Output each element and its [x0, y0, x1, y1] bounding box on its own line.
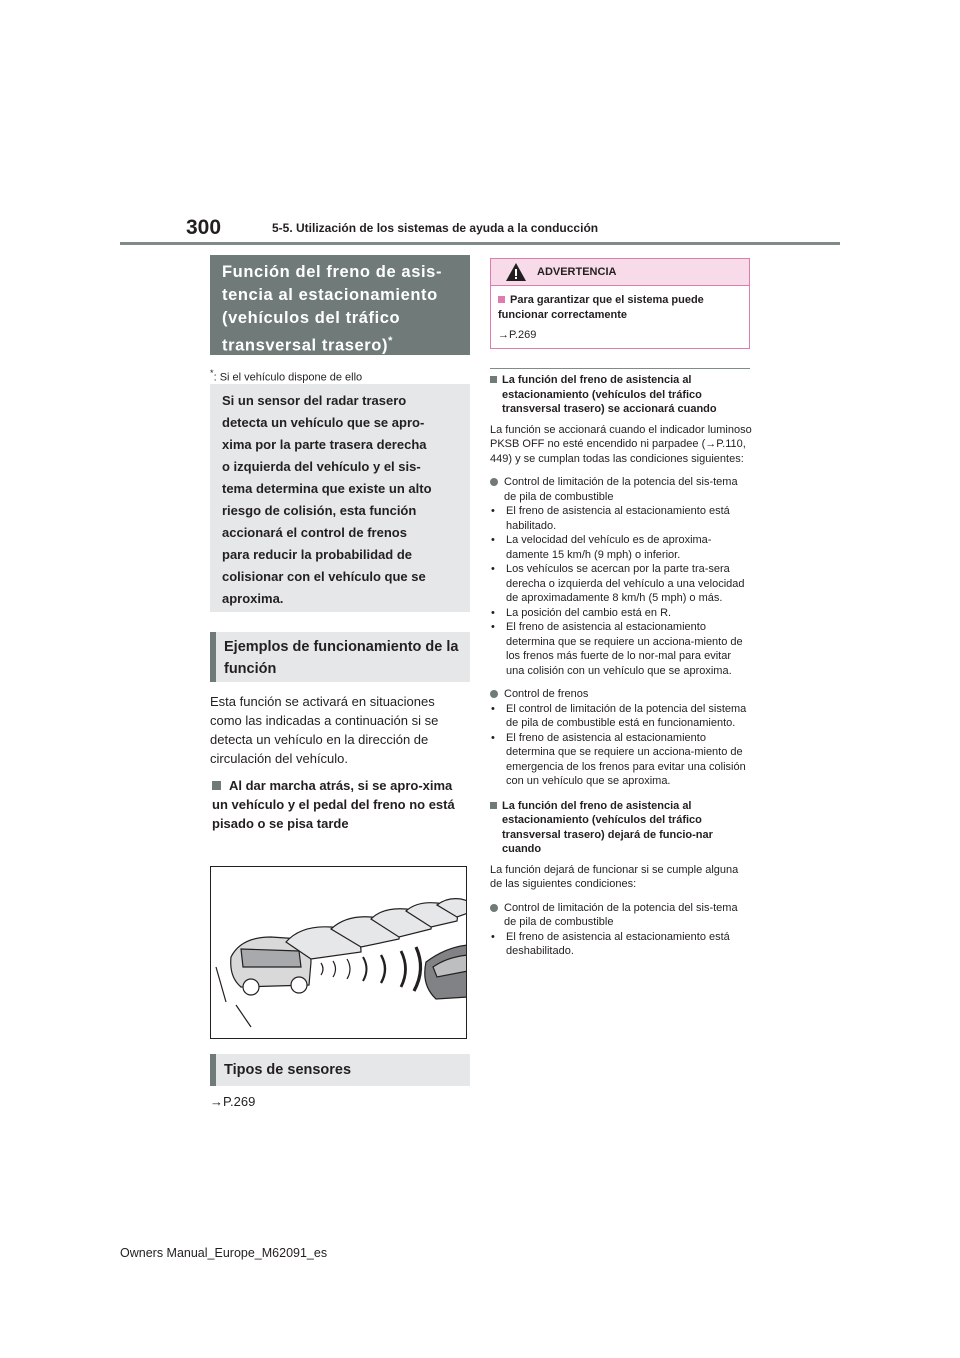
- warning-item: [498, 293, 744, 323]
- summary-line: detecta un vehículo que se apro-: [222, 415, 425, 430]
- warning-item-text: Para garantizar que el sistema puede funcionar correctamente: [498, 294, 704, 321]
- warning-title: ADVERTENCIA: [537, 266, 617, 278]
- warning-page-link[interactable]: →P.269: [498, 329, 537, 341]
- warning-header: [491, 259, 749, 286]
- sensors-page-link[interactable]: →P.269: [210, 1094, 256, 1109]
- activation-bullet-2: Control de frenos: [490, 687, 752, 702]
- footnote-text: : Si el vehículo dispone de ello: [213, 371, 363, 384]
- stop-item: • El freno de asistencia al estacionamiento está deshabilitado.: [490, 930, 752, 959]
- section-title: 5-5. Utilización de los sistemas de ayuda a la conducción: [272, 221, 599, 235]
- activation-item: • La velocidad del vehículo es de aproxima-damente 15 km/h (9 mph) o inferior.: [490, 533, 752, 562]
- summary-line: accionará el control de frenos: [222, 525, 407, 540]
- main-heading-text: Función del freno de asis-tencia al estacionamiento (vehículos del tráfico transversal trasero): [222, 263, 443, 355]
- footnote-mark: *: [210, 368, 214, 378]
- warning-box: [490, 258, 750, 349]
- right-rule: [490, 368, 750, 369]
- sensors-heading: Tipos de sensores: [210, 1054, 470, 1086]
- square-bullet-icon: [498, 296, 505, 303]
- summary-line: Si un sensor del radar trasero: [222, 393, 407, 408]
- main-heading: [210, 255, 470, 355]
- parking-illustration: [210, 866, 467, 1039]
- examples-heading: Ejemplos de funcionamiento de la función: [210, 632, 470, 682]
- summary-line: xima por la parte trasera derecha: [222, 437, 427, 452]
- page-number: 300: [186, 216, 222, 239]
- rear-cross-traffic-illustration: [211, 867, 467, 1039]
- summary-line: colisionar con el vehículo que se: [222, 569, 426, 584]
- right-column-text: [490, 373, 752, 959]
- examples-subheading: [212, 776, 470, 833]
- examples-subheading-text: Al dar marcha atrás, si se apro-xima un vehículo y el pedal del freno no está pisado o se pisa tarde: [212, 778, 455, 831]
- summary-line: o izquierda del vehículo y el sis-: [222, 459, 421, 474]
- warning-icon: [505, 262, 527, 282]
- examples-body: Esta función se activará en situaciones como las indicadas a continuación si se detecta un vehículo en la dirección de circulación del vehículo.: [210, 694, 439, 766]
- activation-item: • El freno de asistencia al estacionamiento determina que se requiere un acciona-miento de emergencia de los frenos para evitar una colisión con un vehículo que se aproxima.: [490, 731, 752, 789]
- activation-item: • El freno de asistencia al estacionamiento está habilitado.: [490, 504, 752, 533]
- activation-body: La función se accionará cuando el indicador luminoso PKSB OFF no esté encendido ni parpadee (→P.110, 449) y se cumplan todas las condiciones siguientes:: [490, 423, 752, 465]
- stop-heading: La función del freno de asistencia al estacionamiento (vehículos del tráfico transversal trasero) dejará de funcio-nar cuando: [490, 799, 752, 857]
- activation-item: • La posición del cambio está en R.: [490, 606, 752, 621]
- stop-body: La función dejará de funcionar si se cumple alguna de las siguientes condiciones:: [490, 863, 739, 890]
- activation-item: • El freno de asistencia al estacionamiento determina que se requiere un acciona-miento de los frenos más fuerte de lo nor-mal para evitar una colisión con un vehículo que se aproxima.: [490, 620, 752, 678]
- square-bullet-icon: [212, 781, 221, 790]
- summary-line: para reducir la probabilidad de: [222, 547, 412, 562]
- activation-item: • Los vehículos se acercan por la parte tra-sera derecha o izquierda del vehículo a una velocidad de aproximadamente 8 km/h (5 mph) o más.: [490, 562, 752, 606]
- summary-box: [210, 384, 470, 612]
- activation-bullet-1: Control de limitación de la potencia del sis-tema de pila de combustible: [490, 475, 752, 504]
- summary-line: riesgo de colisión, esta función: [222, 503, 417, 518]
- activation-heading: La función del freno de asistencia al estacionamiento (vehículos del tráfico transversal trasero) se accionará cuando: [490, 373, 752, 417]
- footer-text: Owners Manual_Europe_M62091_es: [120, 1246, 328, 1260]
- summary-line: tema determina que existe un alto: [222, 481, 432, 496]
- main-heading-mark: *: [388, 335, 393, 347]
- footnote: [210, 368, 362, 384]
- header-rule: [120, 242, 840, 245]
- summary-line: aproxima.: [222, 591, 284, 606]
- activation-item: • El control de limitación de la potencia del sistema de pila de combustible está en funcionamiento.: [490, 702, 752, 731]
- stop-bullet-1: Control de limitación de la potencia del sis-tema de pila de combustible: [490, 901, 752, 930]
